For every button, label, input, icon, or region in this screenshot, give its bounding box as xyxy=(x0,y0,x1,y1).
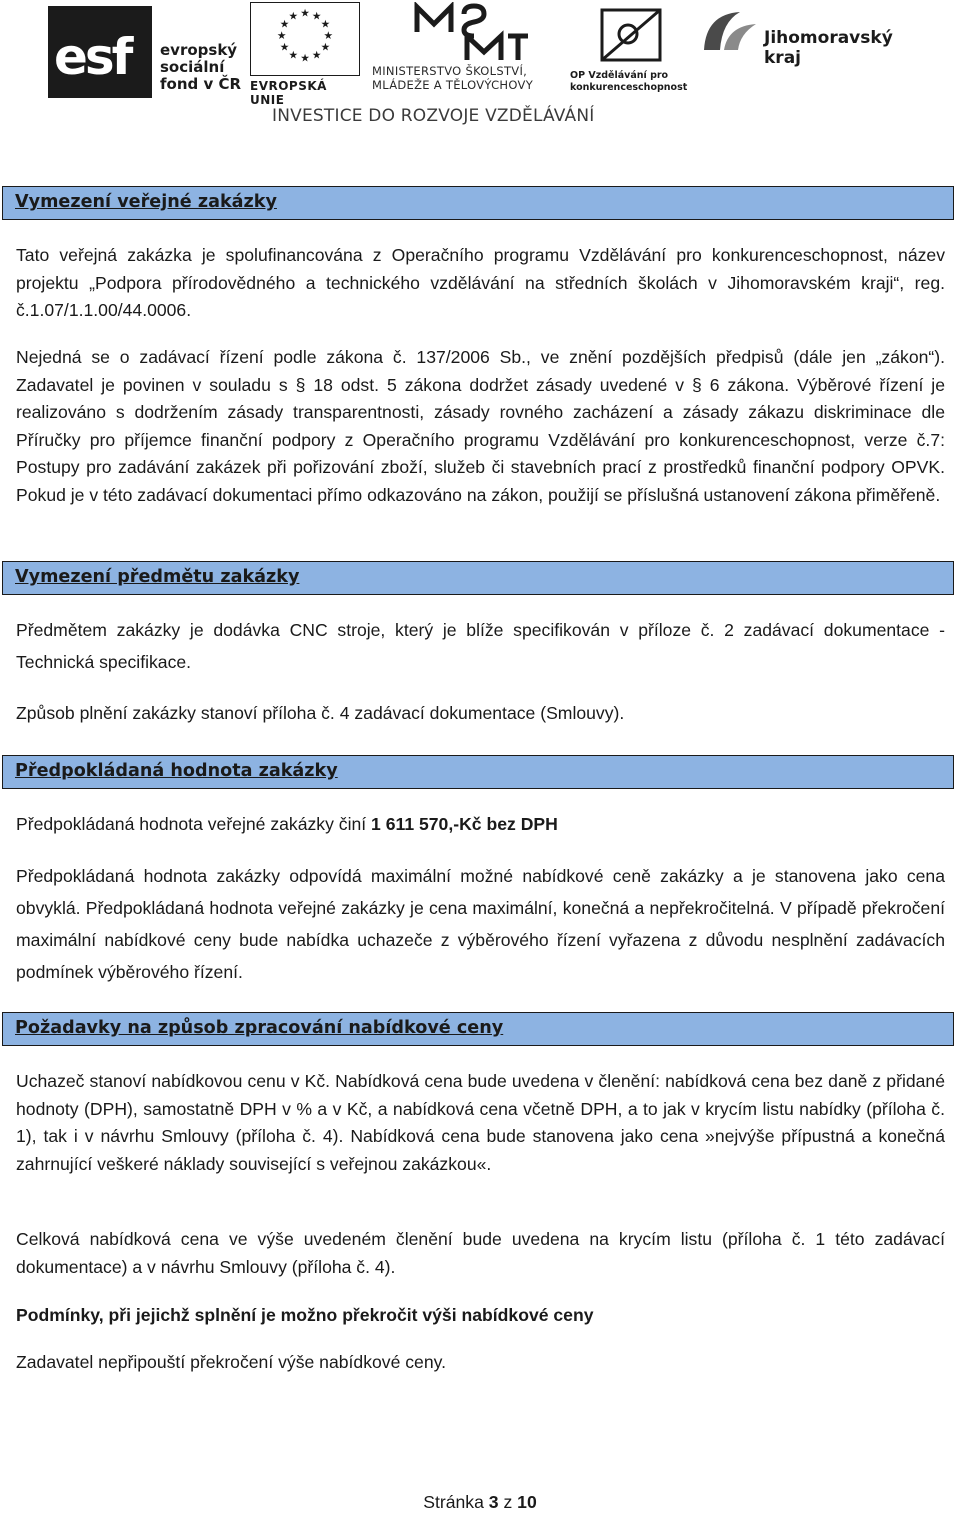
tagline: INVESTICE DO ROZVOJE VZDĚLÁVÁNÍ xyxy=(272,106,595,126)
svg-text:★: ★ xyxy=(320,17,331,31)
msmt-mark-icon xyxy=(412,2,532,62)
svg-text:★: ★ xyxy=(323,29,334,42)
svg-text:★: ★ xyxy=(276,29,287,42)
esf-logo-text: evropský sociální fond v ČR xyxy=(160,41,242,93)
jmk-mark-icon xyxy=(700,6,760,56)
page-footer xyxy=(0,1492,960,1513)
svg-text:★: ★ xyxy=(279,17,290,31)
svg-text:★: ★ xyxy=(300,6,310,20)
section-heading-label: Požadavky na způsob zpracování nabídkové ceny xyxy=(15,1018,504,1038)
op-logo-text: OP Vzdělávání pro konkurenceschopnost xyxy=(570,70,688,93)
subheading: Podmínky, při jejichž splnění je možno překročit výši nabídkové ceny xyxy=(16,1305,594,1325)
section-heading-vymezeni-zakazky xyxy=(2,186,954,220)
section-heading-predmet-zakazky xyxy=(2,561,954,595)
op-mark-icon xyxy=(596,4,676,66)
eu-logo xyxy=(250,2,362,107)
paragraph: Nejedná se o zadávací řízení podle zákona č. 137/2006 Sb., ve znění pozdějších předpisů (dále jen „zákon“). Zadavatel je povinen v souladu s § 18 odst. 5 zákona dodržet zásady uvedené v § 6 zákona. Výběrové řízení je realizováno s dodržením zásady transparentnosti, zásady rovného zacházení a zásady zákazu diskriminace dle Příručky pro příjemce finanční podpory z Operačního programu Vzdělávání pro konkurenceschopnost, verze č.7: Postupy pro zadávání zakázek při pořizování zboží, služeb či stavebních prací z prostředků finanční podpory OPVK. Pokud je v této zadávací dokumentaci přímo odkazováno na zákon, použijí se příslušná ustanovení zákona přiměřeně. xyxy=(16,347,945,505)
svg-text:★: ★ xyxy=(320,40,331,54)
footer-separator: z xyxy=(498,1492,518,1512)
jmk-logo-text: Jihomoravský kraj xyxy=(764,28,893,68)
logo-header xyxy=(0,0,960,140)
paragraph: Předmětem zakázky je dodávka CNC stroje, který je blíže specifikován v příloze č. 2 zadávací dokumentace - Technická specifikace. xyxy=(16,620,945,672)
svg-text:★: ★ xyxy=(288,9,299,23)
total-pages: 10 xyxy=(517,1492,537,1512)
esf-mark: esf xyxy=(48,6,152,98)
eu-logo-text: EVROPSKÁ UNIE xyxy=(250,79,327,107)
value-prefix: Předpokládaná hodnota veřejné zakázky činí xyxy=(16,814,372,834)
msmt-logo-text: MINISTERSTVO ŠKOLSTVÍ, MLÁDEŽE A TĚLOVÝCHOVY xyxy=(372,64,534,92)
svg-text:★: ★ xyxy=(279,40,290,54)
svg-text:★: ★ xyxy=(311,48,322,62)
section-heading-hodnota-zakazky xyxy=(2,755,954,789)
value-paragraph xyxy=(16,811,945,839)
estimated-value: 1 611 570,-Kč bez DPH xyxy=(371,814,558,834)
section-heading-label: Vymezení předmětu zakázky xyxy=(15,567,300,587)
paragraph: Předpokládaná hodnota zakázky odpovídá maximální možné nabídkové ceně zakázky a je stanovena jako cena obvyklá. Předpokládaná hodnota veřejné zakázky je cena maximální, konečná a nepřekročitelná. V případě překročení maximální nabídkové ceny bude nabídka uchazeče z výběrového řízení vyřazena z důvodu nesplnění zadávacích podmínek výběrového řízení. xyxy=(16,866,945,982)
paragraph: Tato veřejná zakázka je spolufinancována z Operačního programu Vzdělávání pro konkurenceschopnost, název projektu „Podpora přírodovědného a technického vzdělávání na středních školách v Jihomoravském kraji“, reg. č.1.07/1.1.00/44.0006. xyxy=(16,245,945,320)
svg-text:★: ★ xyxy=(300,51,310,65)
jmk-logo xyxy=(700,4,930,68)
esf-logo xyxy=(48,6,243,98)
current-page-number: 3 xyxy=(488,1492,499,1512)
svg-text:★: ★ xyxy=(288,48,299,62)
paragraph: Celková nabídková cena ve výše uvedeném členění bude uvedena na krycím listu (příloha č. 1 této zadávací dokumentace) a v návrhu Smlouvy (příloha č. 4). xyxy=(16,1229,945,1277)
svg-text:★: ★ xyxy=(311,9,322,23)
msmt-logo xyxy=(372,2,562,98)
eu-flag-icon xyxy=(250,2,360,76)
paragraph: Způsob plnění zakázky stanoví příloha č. 4 zadávací dokumentace (Smlouvy). xyxy=(16,703,625,723)
op-logo xyxy=(570,4,690,96)
section-heading-label: Vymezení veřejné zakázky xyxy=(15,192,277,212)
footer-prefix: Stránka xyxy=(423,1492,489,1512)
paragraph: Zadavatel nepřipouští překročení výše nabídkové ceny. xyxy=(16,1352,446,1372)
paragraph: Uchazeč stanoví nabídkovou cenu v Kč. Nabídková cena bude uvedena v členění: nabídková cena bez daně z přidané hodnoty (DPH), samostatně DPH v % a v Kč, a nabídková cena včetně DPH, a to jak v krycím listu nabídky (příloha č. 1), tak i v návrhu Smlouvy (příloha č. 4). Nabídková cena bude stanovena jako cena »nejvýše přípustná a konečná zahrnující veškeré náklady související s veřejnou zakázkou«. xyxy=(16,1071,945,1174)
section-heading-nabidkova-cena xyxy=(2,1012,954,1046)
section-heading-label: Předpokládaná hodnota zakázky xyxy=(15,761,338,781)
